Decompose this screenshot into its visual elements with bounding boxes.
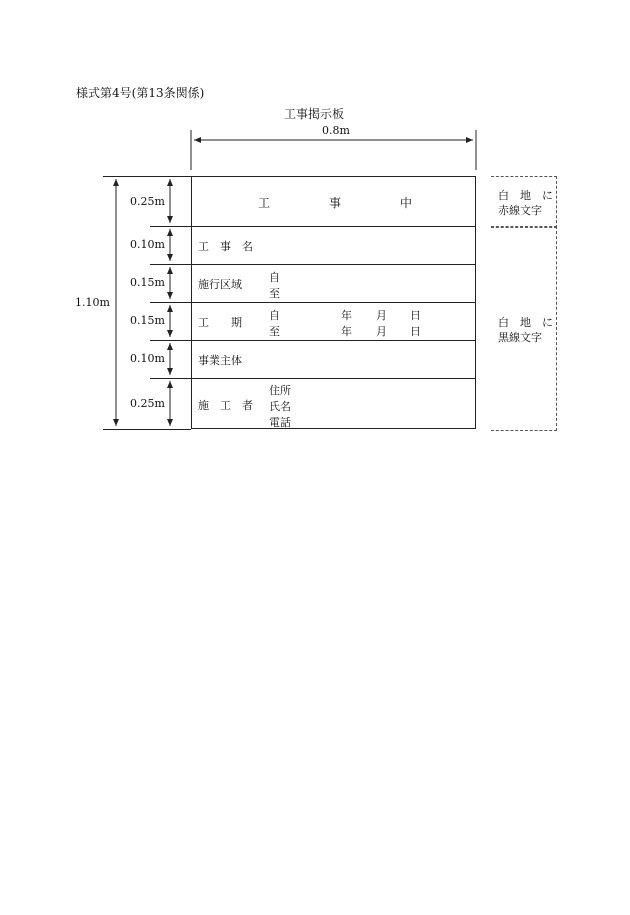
row-height-label: 0.10m [130,238,165,251]
board-title: 工事掲示板 [284,107,345,121]
width-dimension-label: 0.8m [322,124,350,137]
main-title-char-3: 中 [400,196,413,210]
row-height-label: 0.25m [130,195,165,208]
main-title-char-2: 事 [329,196,342,210]
period-to-year: 年 [341,325,352,338]
ext-line-row-4 [150,302,191,303]
board-divider [191,340,476,341]
total-height-label: 1.10m [75,296,110,309]
row-height-label: 0.10m [130,352,165,365]
project-owner-label: 事業主体 [198,354,242,367]
ext-line-row-3 [150,264,191,265]
contractor-label: 施 工 者 [198,399,253,412]
board-divider [191,264,476,265]
ext-line-row-2 [150,226,191,227]
ext-line-row-6 [150,378,191,379]
row-height-label: 0.15m [130,276,165,289]
period-from-label: 自 [269,309,280,322]
contractor-name-label: 氏名 [269,400,291,413]
contractor-address-label: 住所 [269,384,291,397]
note-bottom-line-2: 黒線文字 [498,331,542,344]
form-number-header: 様式第4号(第13条関係) [76,86,205,100]
note-top-line-2: 赤線文字 [498,204,542,217]
board-divider [191,378,476,379]
period-to-label: 至 [269,325,280,338]
note-bottom-line-1: 白 地 に [498,316,553,329]
period-from-month: 月 [376,309,387,322]
contractor-phone-label: 電話 [269,416,291,429]
construction-area-label: 施行区域 [198,278,242,291]
main-title-char-1: 工 [258,196,271,210]
ext-line-top [103,176,191,177]
row-height-label: 0.15m [130,314,165,327]
construction-period-label: 工 期 [198,316,242,329]
board-divider [191,226,476,227]
area-from-label: 自 [269,271,280,284]
period-to-day: 日 [410,325,421,338]
board-divider [191,302,476,303]
note-top-line-1: 白 地 に [498,189,553,202]
period-to-month: 月 [376,325,387,338]
ext-line-row-5 [150,340,191,341]
area-to-label: 至 [269,287,280,300]
period-from-day: 日 [410,309,421,322]
ext-line-bottom [103,429,191,430]
period-from-year: 年 [341,309,352,322]
row-height-label: 0.25m [130,397,165,410]
project-name-label: 工 事 名 [198,240,253,253]
